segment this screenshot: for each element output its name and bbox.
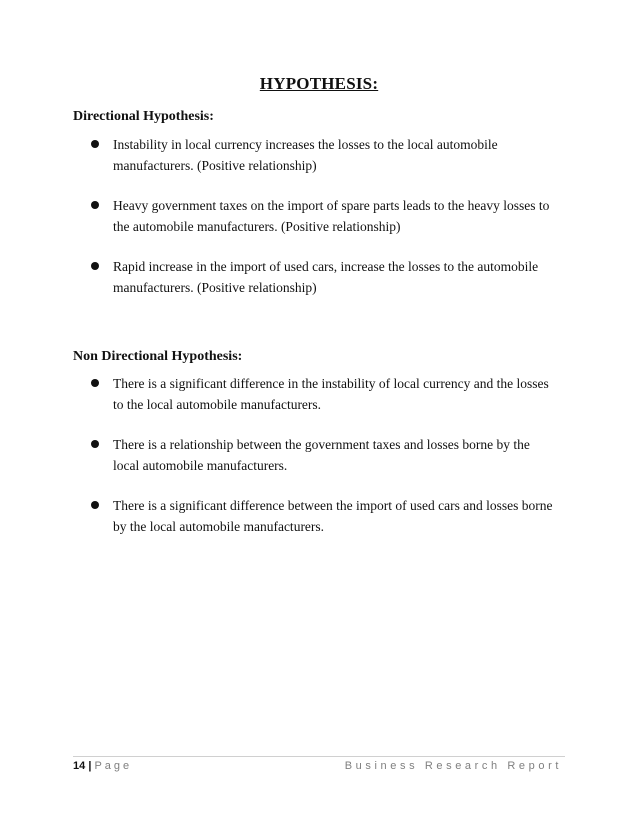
list-item-text: There is a significant difference between the import of used cars and losses borne by the local automobile manufacturers. <box>113 498 553 534</box>
bullet-icon <box>91 262 99 270</box>
footer-report-title: Business Research Report <box>344 760 562 772</box>
footer-divider <box>73 756 565 757</box>
bullet-icon <box>91 501 99 509</box>
footer-separator: | <box>88 760 92 772</box>
list-item-text: Rapid increase in the import of used cars, increase the losses to the automobile manufacturers. (Positive relationship) <box>113 259 539 295</box>
list-item <box>0 256 553 298</box>
list-item <box>0 495 553 537</box>
directional-heading: Directional Hypothesis: <box>73 109 214 124</box>
bullet-icon <box>91 440 99 448</box>
list-item <box>0 134 553 176</box>
list-item <box>0 373 553 415</box>
page-word: Page <box>94 760 133 772</box>
list-item <box>0 195 553 237</box>
directional-list <box>0 134 553 317</box>
page-title: HYPOTHESIS: <box>259 74 379 93</box>
bullet-icon <box>91 140 99 148</box>
bullet-icon <box>91 201 99 209</box>
list-item <box>0 434 553 476</box>
non-directional-list <box>0 373 553 556</box>
footer-page-label <box>73 760 132 772</box>
list-item-text: Heavy government taxes on the import of spare parts leads to the heavy losses to the automobile manufacturers. (Positive relationship) <box>113 198 550 234</box>
list-item-text: There is a relationship between the government taxes and losses borne by the local automobile manufacturers. <box>113 437 530 473</box>
non-directional-heading: Non Directional Hypothesis: <box>73 349 243 364</box>
list-item-text: Instability in local currency increases the losses to the local automobile manufacturers. (Positive relationship) <box>113 137 498 173</box>
bullet-icon <box>91 379 99 387</box>
page-number: 14 <box>73 760 86 772</box>
list-item-text: There is a significant difference in the instability of local currency and the losses to the local automobile manufacturers. <box>113 376 549 412</box>
